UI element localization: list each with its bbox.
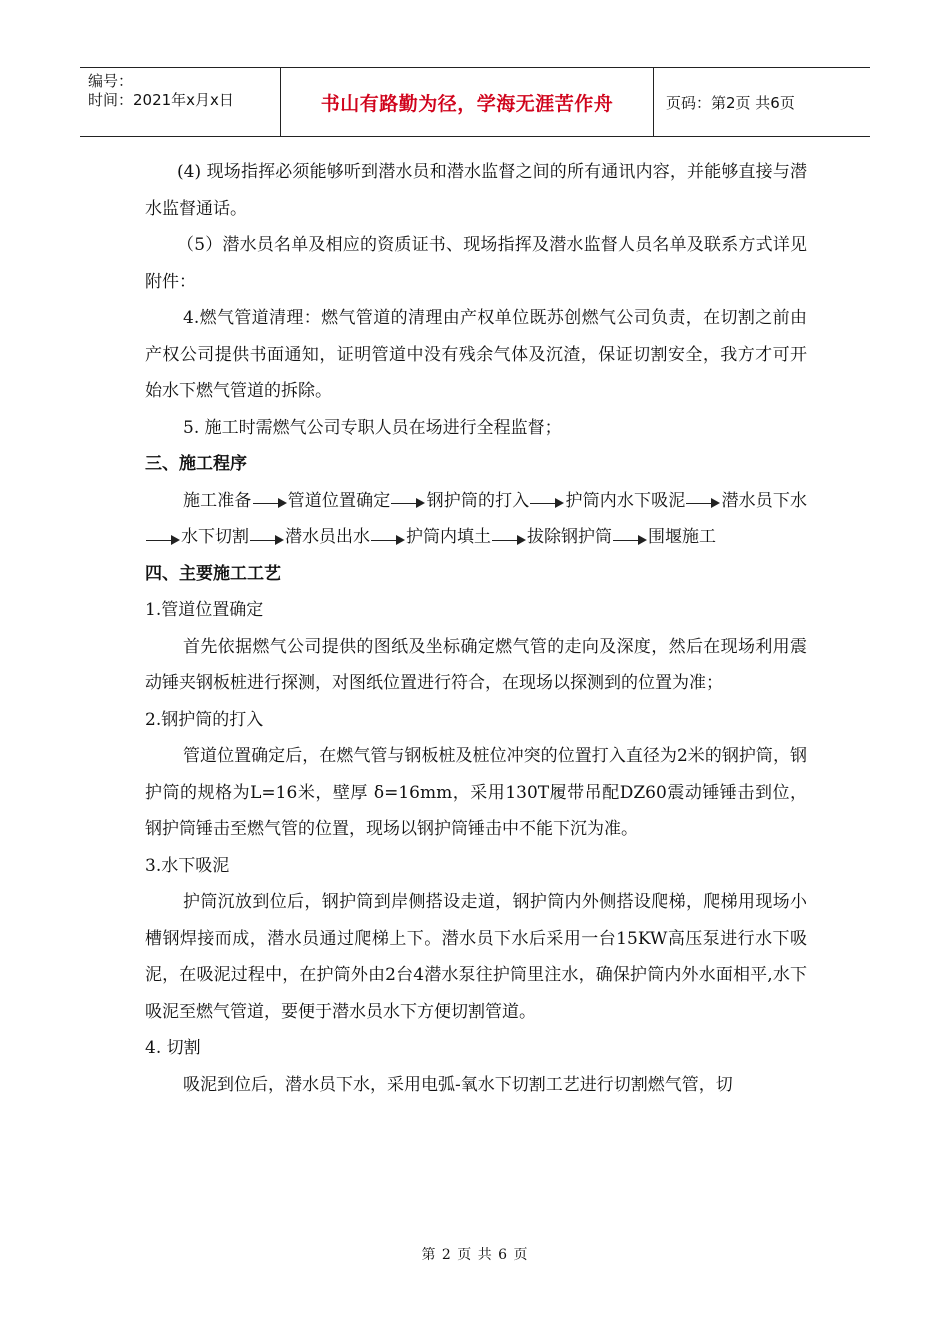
paragraph: （5）潜水员名单及相应的资质证书、现场指挥及潜水监督人员名单及联系方式详见附件：	[145, 235, 807, 292]
arrow-right-icon	[530, 494, 564, 508]
page-header	[80, 67, 870, 137]
flow-step: 护筒内填土	[406, 527, 491, 547]
flow-step: 潜水员出水	[285, 527, 370, 547]
flow-step: 钢护筒的打入	[426, 490, 530, 511]
paragraph: 5. 施工时需燃气公司专职人员在场进行全程监督；	[183, 417, 562, 438]
arrow-right-icon	[391, 494, 425, 508]
flow-step: 管道位置确定	[287, 490, 391, 511]
paragraph: 吸泥到位后，潜水员下水，采用电弧-氧水下切割工艺进行切割燃气管，切	[183, 1074, 733, 1095]
page-footer: 第 2 页 共 6 页	[421, 1247, 529, 1263]
paragraph: 护筒沉放到位后，钢护筒到岸侧搭设走道，钢护筒内外侧搭设爬梯，爬梯用现场小槽钢焊接而成，潜水员通过爬梯上下。潜水员下水后采用一台15KW高压泵进行水下吸泥，在吸泥过程中，在护筒外由2台4潜水泵往护筒里注水，确保护筒内外水面相平,水下吸泥至燃气管道，要便于潜水员水下方便切割管道。	[145, 892, 807, 1022]
arrow-right-icon	[146, 531, 180, 545]
subsection-title: 1.管道位置确定	[145, 600, 264, 620]
flow-step: 拔除钢护筒	[527, 527, 612, 547]
arrow-right-icon	[492, 531, 526, 545]
section-heading: 三、施工程序	[145, 454, 247, 474]
section-heading: 四、主要施工工艺	[145, 563, 281, 584]
subsection-title: 2.钢护筒的打入	[145, 709, 264, 730]
flow-step: 施工准备	[183, 490, 252, 511]
arrow-right-icon	[371, 531, 405, 545]
header-meta	[80, 68, 281, 136]
subsection-title: 4. 切割	[145, 1038, 201, 1058]
document-body	[145, 154, 807, 1103]
arrow-right-icon	[250, 531, 284, 545]
paragraph: 管道位置确定后，在燃气管与钢板桩及桩位冲突的位置打入直径为2米的钢护筒，钢护筒的规格为L=16米，壁厚 δ=16mm，采用130T履带吊配DZ60震动锤锤击到位，钢护筒锤击至燃气管的位置，现场以钢护筒锤击中不能下沉为准。	[145, 746, 807, 839]
subsection-title: 3.水下吸泥	[145, 855, 230, 876]
flow-step: 水下切割	[181, 527, 249, 547]
document-number-label: 编号：	[88, 72, 134, 90]
paragraph: (4) 现场指挥必须能够听到潜水员和潜水监督之间的所有通讯内容，并能够直接与潜水监督通话。	[145, 162, 807, 219]
arrow-right-icon	[686, 494, 720, 508]
flow-step: 护筒内水下吸泥	[565, 490, 686, 511]
arrow-right-icon	[253, 494, 287, 508]
document-date: 时间：2021年x月x日	[88, 91, 234, 109]
paragraph: 首先依据燃气公司提供的图纸及坐标确定燃气管的走向及深度，然后在现场利用震动锤夹钢板桩进行探测，对图纸位置进行符合，在现场以探测到的位置为准；	[145, 636, 807, 693]
header-page-info: 页码：第2页 共6页	[666, 93, 795, 112]
flow-step: 潜水员下水	[721, 490, 808, 511]
process-flow	[145, 483, 807, 556]
flow-step: 围堰施工	[648, 527, 716, 547]
paragraph: 4.燃气管道清理：燃气管道的清理由产权单位既苏创燃气公司负责，在切割之前由产权公司提供书面通知，证明管道中没有残余气体及沉渣，保证切割安全，我方才可开始水下燃气管道的拆除。	[145, 308, 807, 401]
header-motto: 书山有路勤为径，学海无涯苦作舟	[281, 68, 654, 136]
arrow-right-icon	[613, 531, 647, 545]
